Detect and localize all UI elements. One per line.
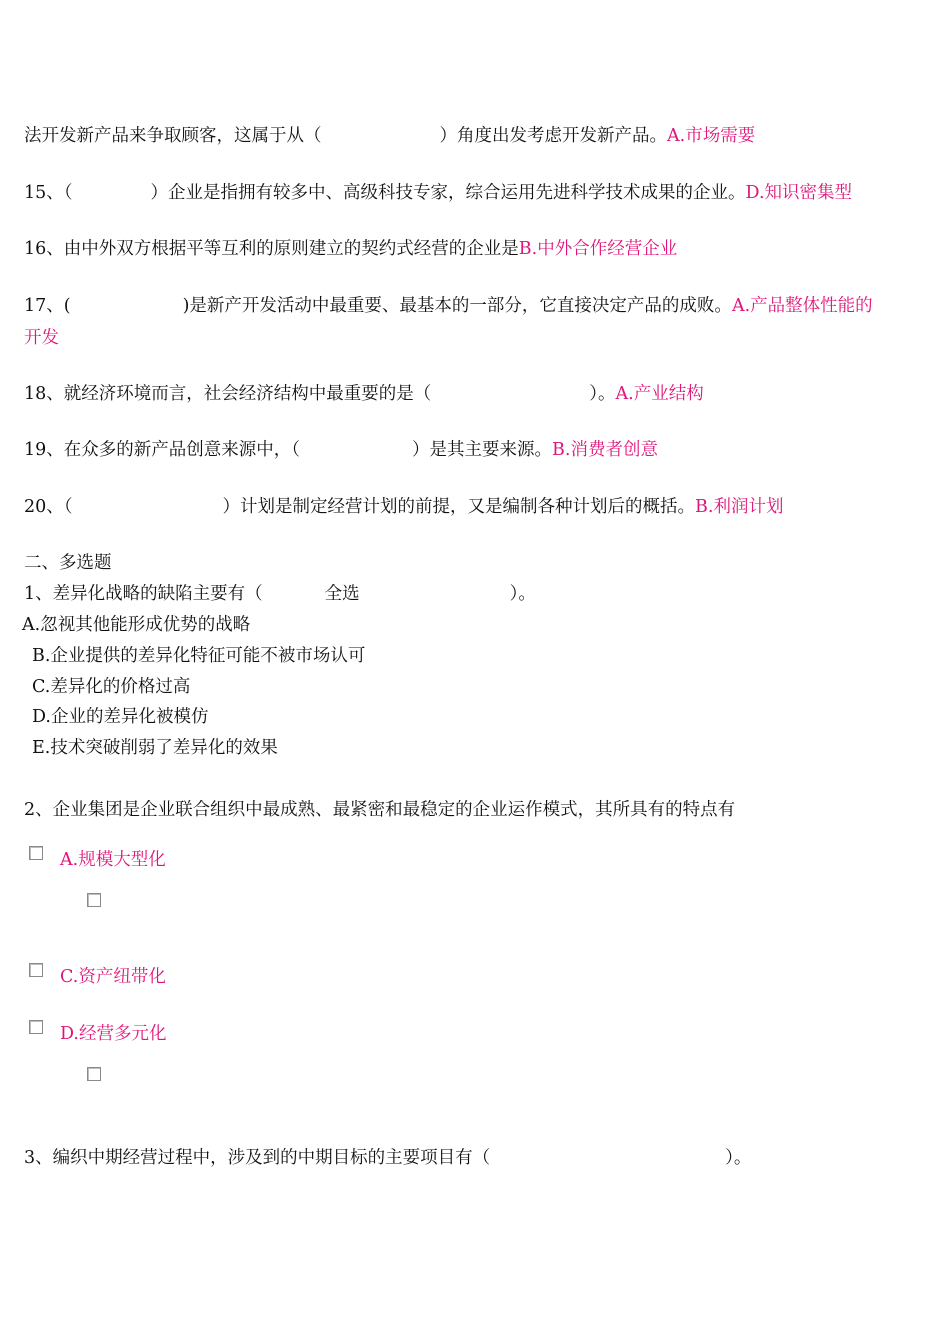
option-a: A.忽视其他能形成优势的战略 — [22, 615, 251, 635]
question-text: ）。 — [589, 384, 616, 404]
answer-text: B.消费者创意 — [552, 440, 658, 460]
answer-text-continued: 开发 — [24, 328, 59, 348]
question-15 — [24, 181, 852, 205]
multi-question-3 — [24, 1146, 751, 1170]
question-text: 18、就经济环境而言，社会经济结构中最重要的是（ — [24, 384, 432, 404]
question-text: 19、在众多的新产品创意来源中，（ — [24, 440, 301, 460]
question-18 — [24, 382, 704, 406]
question-text: ）企业是指拥有较多中、高级科技专家，综合运用先进科学技术成果的企业。 — [150, 183, 746, 203]
question-text: 法开发新产品来争取顾客，这属于从（ — [24, 126, 322, 146]
checkbox-label-d: D.经营多元化 — [60, 1024, 167, 1044]
answer-text: A.产品整体性能的 — [731, 296, 873, 316]
question-text: ）是其主要来源。 — [412, 440, 553, 460]
multi-question-2: 2、企业集团是企业联合组织中最成熟、最紧密和最稳定的企业运作模式，其所具有的特点有 — [24, 800, 736, 820]
checkbox-label-c: C.资产纽带化 — [60, 967, 166, 987]
checkbox-option-b[interactable] — [87, 893, 101, 907]
checkbox-label-a: A.规模大型化 — [60, 850, 166, 870]
question-text: 1、差异化战略的缺陷主要有（ — [24, 584, 263, 604]
section-title: 二、多选题 — [24, 553, 112, 573]
answer-text: A.市场需要 — [667, 126, 756, 146]
multi-question-1 — [24, 582, 536, 606]
question-text: 16、由中外双方根据平等互利的原则建立的契约式经营的企业是 — [24, 239, 519, 259]
question-text: ）计划是制定经营计划的前提，又是编制各种计划后的概括。 — [222, 497, 696, 517]
question-16 — [24, 237, 677, 261]
question-19 — [24, 438, 658, 462]
option-c: C.差异化的价格过高 — [32, 677, 191, 697]
checkbox-option-e[interactable] — [87, 1067, 101, 1081]
question-text: ）角度出发考虑开发新产品。 — [439, 126, 667, 146]
question-17 — [24, 294, 873, 318]
checkbox-option-d[interactable] — [29, 1020, 43, 1034]
question-text: 20、（ — [24, 497, 73, 517]
checkbox-option-c[interactable] — [29, 963, 43, 977]
answer-text: A.产业结构 — [615, 384, 704, 404]
question-text: )是新产开发活动中最重要、最基本的一部分，它直接决定产品的成败。 — [182, 296, 732, 316]
question-text: 15、（ — [24, 183, 73, 203]
option-b: B.企业提供的差异化特征可能不被市场认可 — [32, 646, 366, 666]
question-text: ）。 — [725, 1148, 752, 1168]
question-20 — [24, 495, 783, 519]
question-text: ）。 — [509, 584, 536, 604]
checkbox-option-a[interactable] — [29, 846, 43, 860]
answer-text: B.利润计划 — [695, 497, 784, 517]
question-text: 3、编织中期经营过程中，涉及到的中期目标的主要项目有（ — [24, 1148, 491, 1168]
question-14 — [24, 124, 755, 148]
answer-text: B.中外合作经营企业 — [518, 239, 678, 259]
option-d: D.企业的差异化被模仿 — [32, 707, 209, 727]
answer-text: D.知识密集型 — [745, 183, 853, 203]
question-text: 17、( — [24, 296, 71, 316]
option-e: E.技术突破削弱了差异化的效果 — [32, 738, 278, 758]
answer-fill: 全选 — [324, 584, 360, 604]
